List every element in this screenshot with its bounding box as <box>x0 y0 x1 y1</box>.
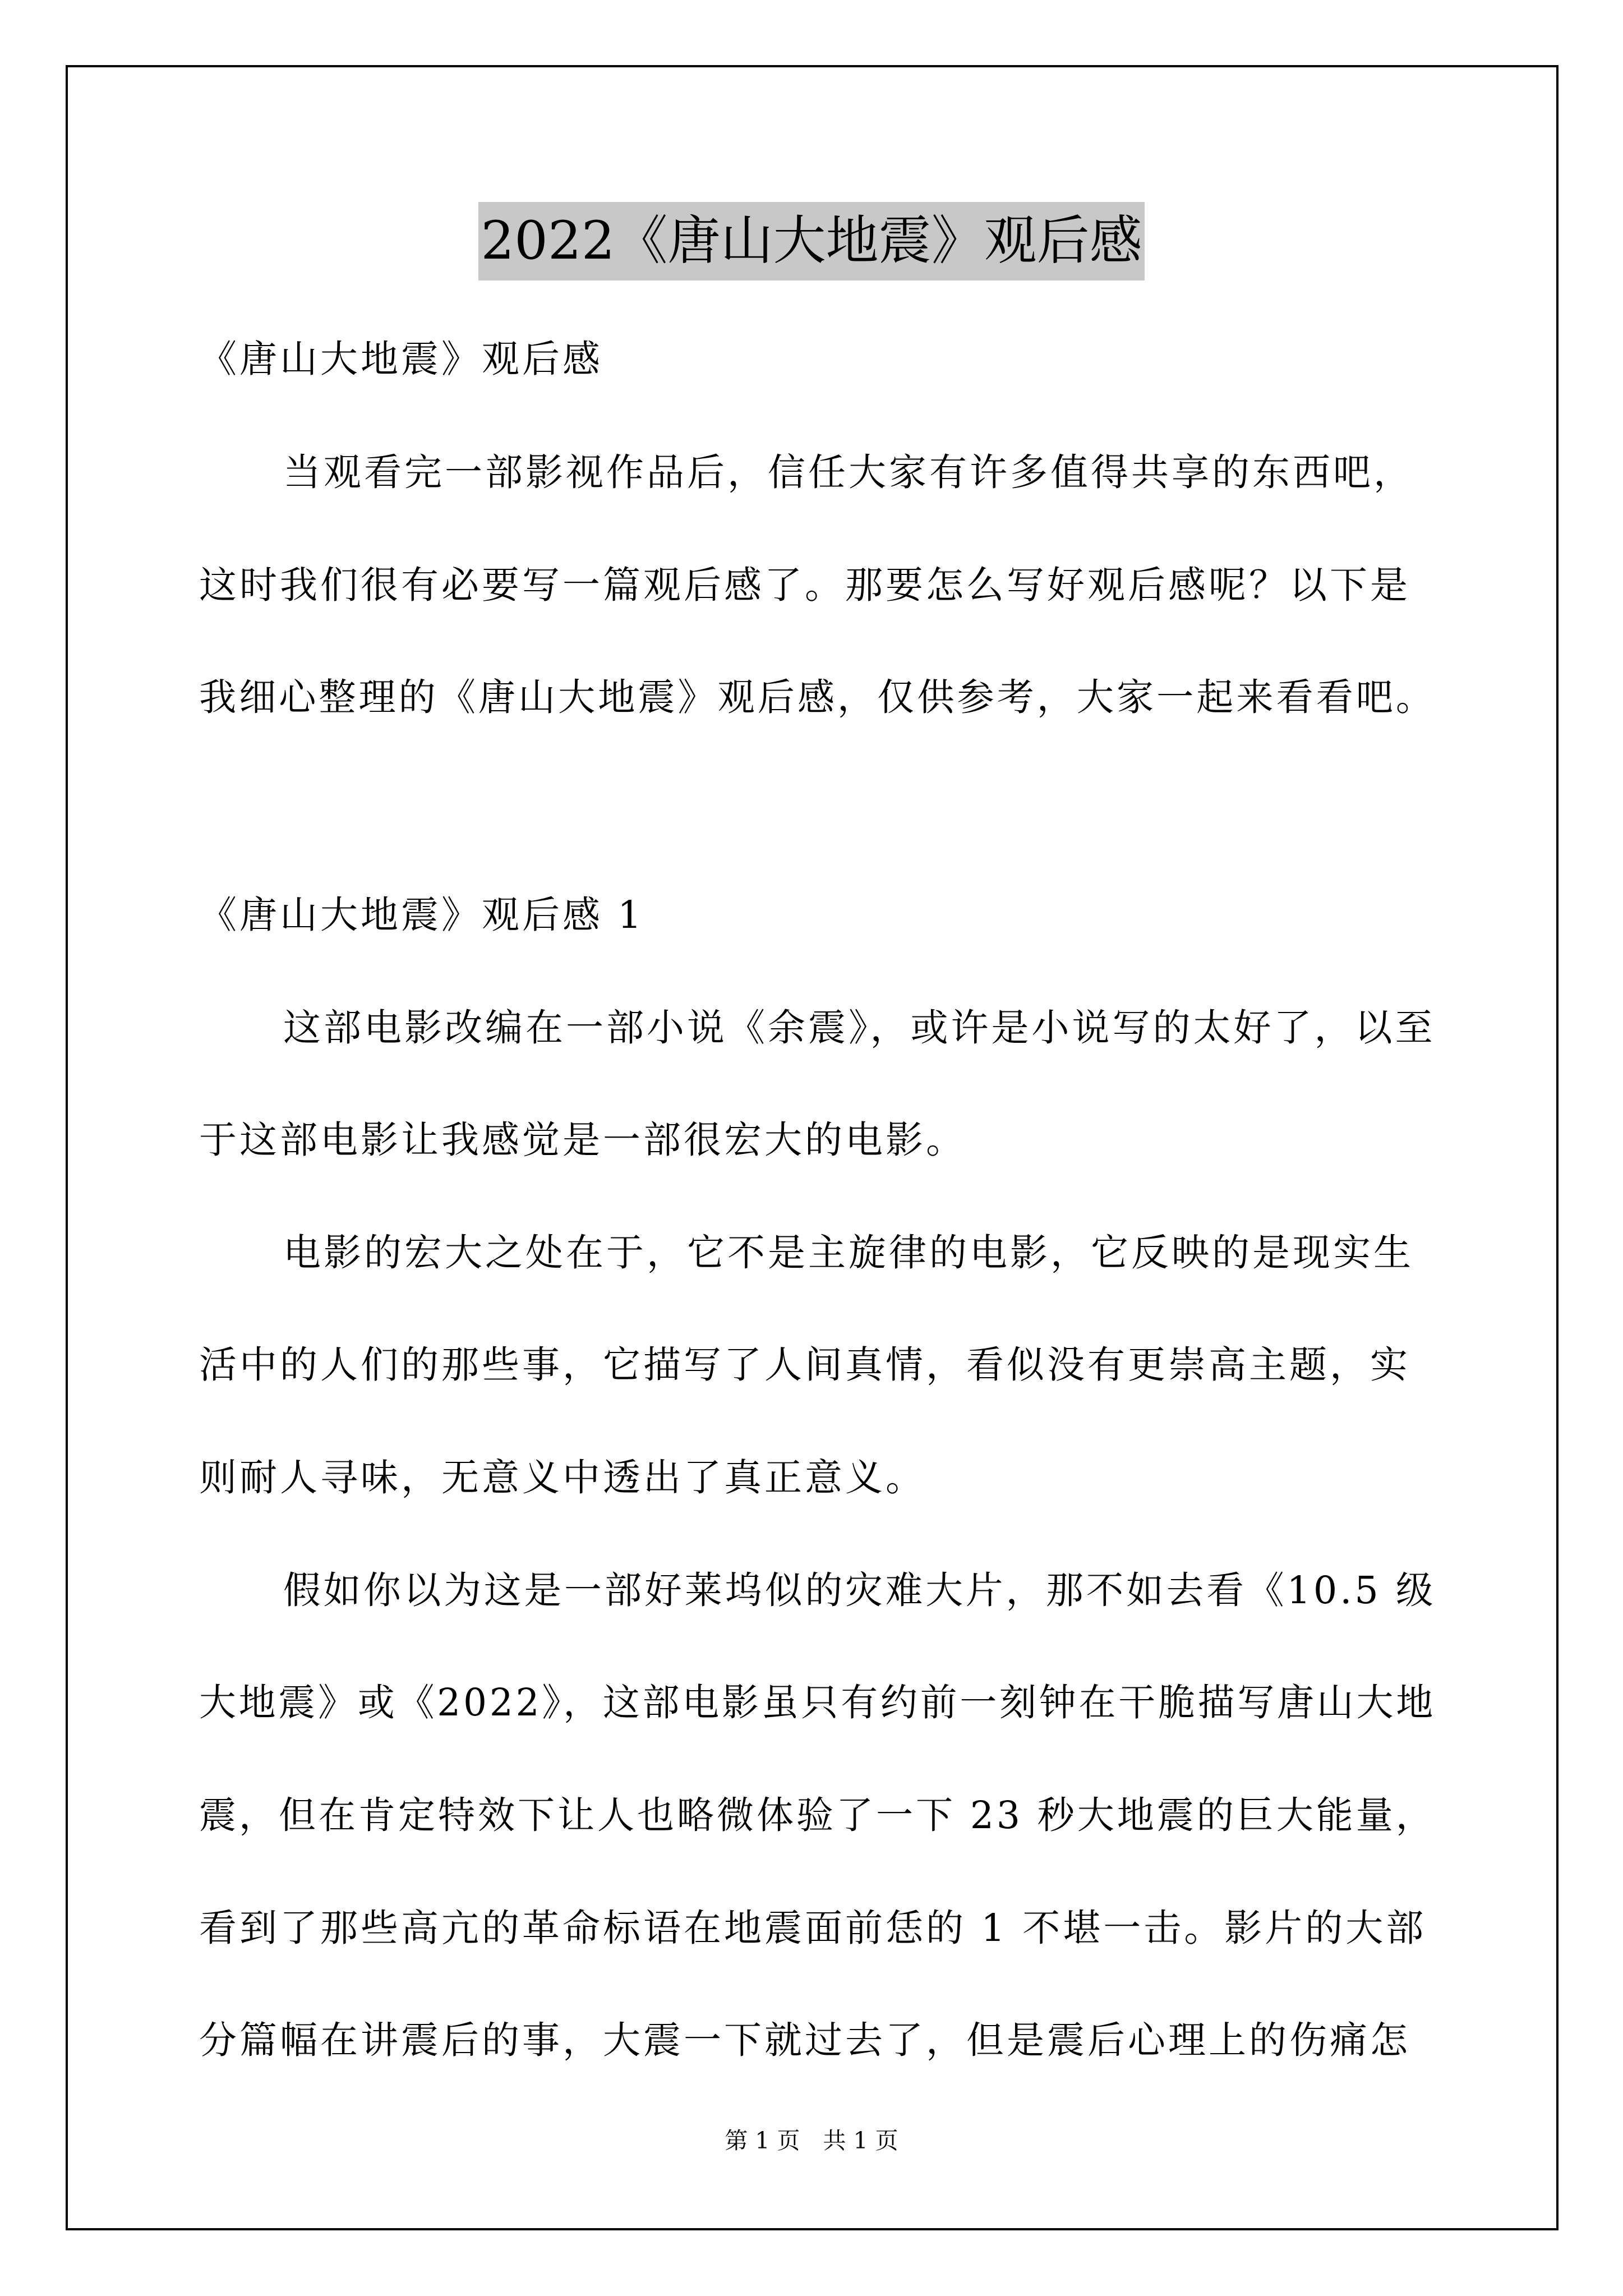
paragraph-line: 当观看完一部影视作品后，信任大家有许多值得共享的东西吧， <box>283 450 1414 494</box>
page-footer: 第 1 页 共 1 页 <box>725 2127 898 2154</box>
paragraph-line: 活中的人们的那些事，它描写了人间真情，看似没有更崇高主题，实 <box>199 1343 1410 1387</box>
paragraph-line: 看到了那些高亢的革命标语在地震面前恁的 1 不堪一击。影片的大部 <box>199 1906 1427 1950</box>
paragraph-line: 假如你以为这是一部好莱坞似的灾难大片，那不如去看《10.5 级 <box>283 1568 1436 1612</box>
paragraph-line: 震，但在肯定特效下让人也略微体验了一下 23 秒大地震的巨大能量， <box>199 1793 1436 1837</box>
paragraph-line: 这部电影改编在一部小说《余震》，或许是小说写的太好了，以至 <box>283 1006 1436 1050</box>
document-title: 2022《唐山大地震》观后感 <box>478 202 1144 280</box>
paragraph-line: 我细心整理的《唐山大地震》观后感，仅供参考，大家一起来看看吧。 <box>199 675 1436 719</box>
paragraph-line: 这时我们很有必要写一篇观后感了。那要怎么写好观后感呢？以下是 <box>199 563 1410 607</box>
paragraph-line: 于这部电影让我感觉是一部很宏大的电影。 <box>199 1118 966 1162</box>
paragraph-line: 分篇幅在讲震后的事，大震一下就过去了，但是震后心理上的伤痛怎 <box>199 2018 1410 2062</box>
paragraph-line: 大地震》或《2022》，这部电影虽只有约前一刻钟在干脆描写唐山大地 <box>199 1681 1436 1724</box>
paragraph-line: 电影的宏大之处在于，它不是主旋律的电影，它反映的是现实生 <box>283 1231 1414 1274</box>
subtitle-line: 《唐山大地震》观后感 <box>199 337 603 381</box>
document-title-row <box>0 202 1623 280</box>
section-heading: 《唐山大地震》观后感 1 <box>199 893 644 937</box>
paragraph-line: 则耐人寻味，无意义中透出了真正意义。 <box>199 1456 926 1499</box>
